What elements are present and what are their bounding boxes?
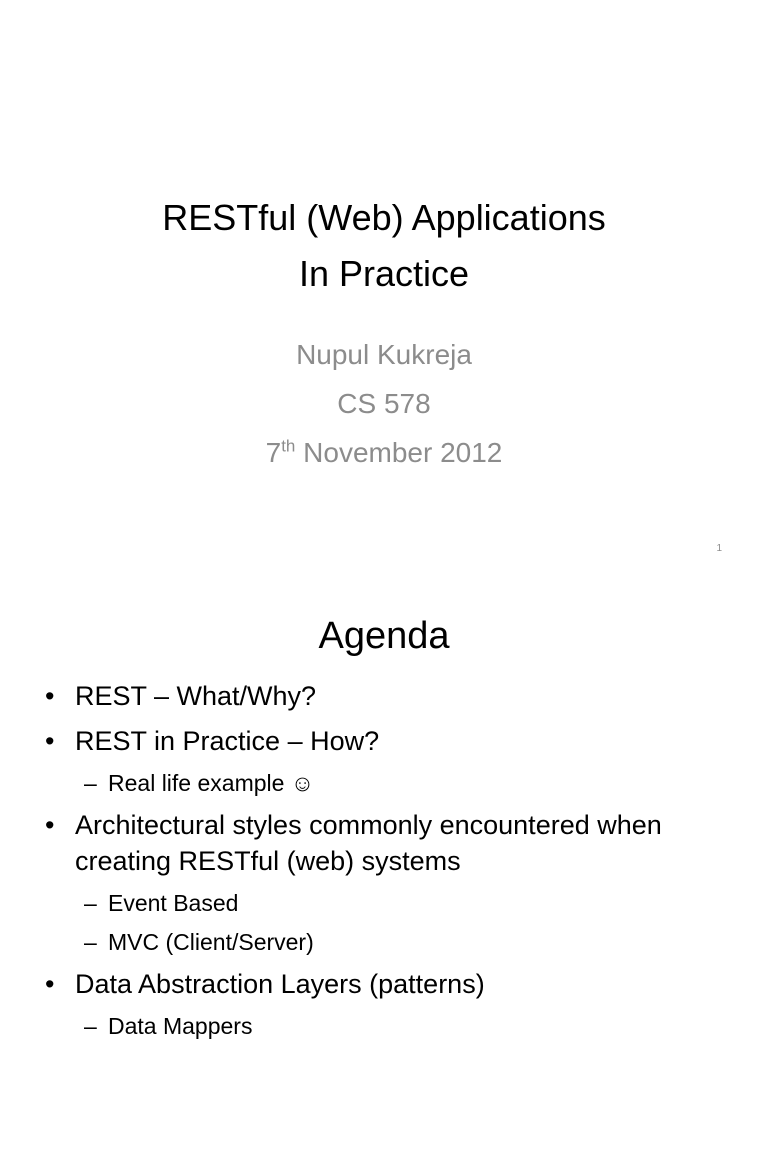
date-suffix: th (281, 436, 296, 456)
agenda-subitem-text: Real life example ☺ (108, 770, 315, 796)
agenda-item: • Data Abstraction Layers (patterns) (45, 966, 735, 1002)
agenda-item: • REST – What/Why? (45, 678, 735, 714)
subtitle-block (0, 330, 768, 477)
agenda-item: • Architectural styles commonly encountered when creating RESTful (web) systems (45, 807, 735, 879)
course-code: CS 578 (337, 388, 431, 419)
agenda-subitem (45, 768, 735, 798)
agenda-slide (0, 576, 768, 1152)
slide-number: 1 (716, 543, 722, 554)
agenda-subitem-text: Event Based (108, 890, 239, 916)
presentation-title (0, 190, 768, 302)
title-line-2: In Practice (298, 253, 470, 294)
agenda-subitem (45, 1011, 735, 1041)
agenda-subitem (45, 888, 735, 918)
dash-marker: – (84, 929, 97, 955)
dash-marker: – (84, 770, 97, 796)
agenda-title: Agenda (318, 615, 450, 657)
title-line-1: RESTful (Web) Applications (162, 197, 606, 238)
agenda-item: • REST in Practice – How? (45, 723, 735, 759)
date-day: 7 (265, 437, 282, 468)
presentation-date (0, 428, 768, 477)
author-name: Nupul Kukreja (296, 339, 472, 370)
agenda-subitem (45, 927, 735, 957)
dash-marker: – (84, 1013, 97, 1039)
date-month-year: November 2012 (295, 437, 503, 468)
agenda-subitem-text: MVC (Client/Server) (108, 929, 314, 955)
agenda-list (45, 678, 735, 1050)
agenda-subitem-text: Data Mappers (108, 1013, 253, 1039)
dash-marker: – (84, 890, 97, 916)
